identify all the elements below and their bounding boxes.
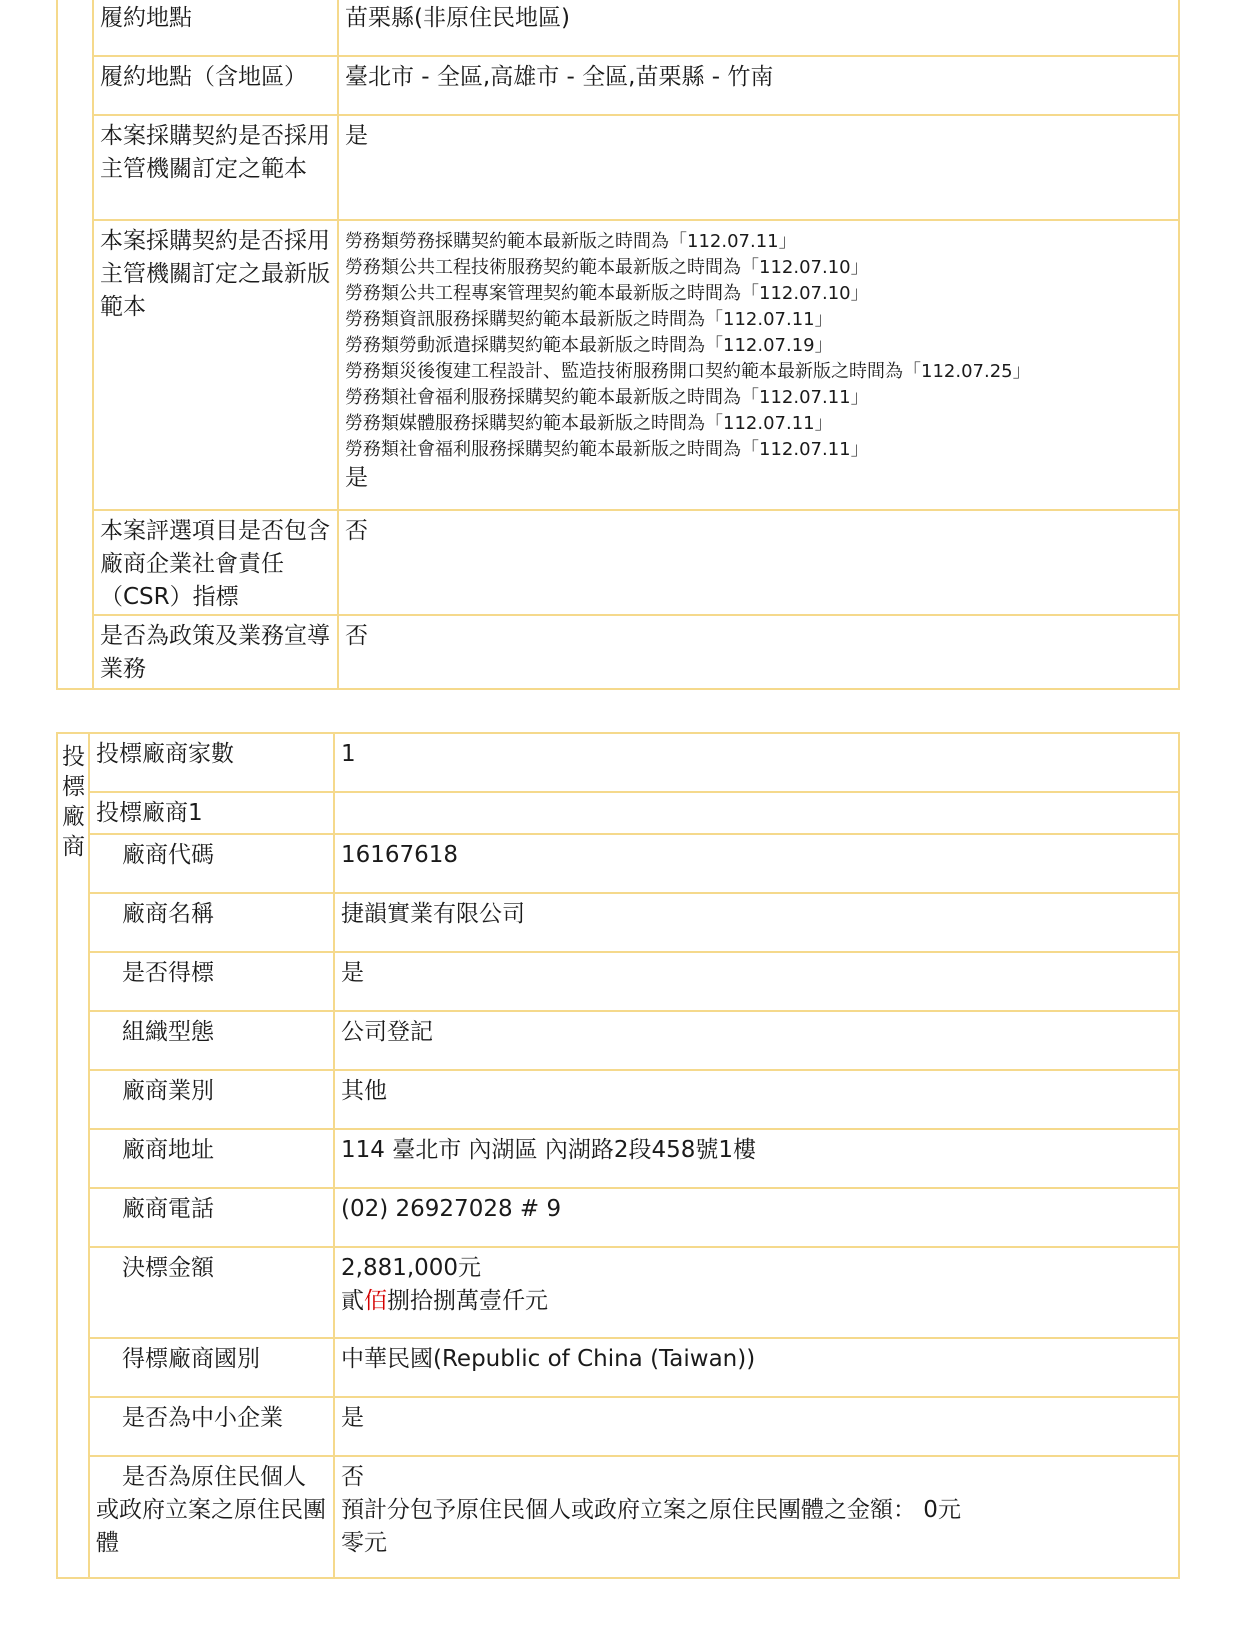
row-value: 否 — [338, 510, 1179, 615]
template-version-line: 勞務類社會福利服務採購契約範本最新版之時間為「112.07.11」 — [345, 439, 869, 460]
row-value: 否 — [338, 615, 1179, 689]
vendor-code: 16167618 — [334, 834, 1179, 893]
row-label: 廠商業別 — [89, 1070, 334, 1129]
row-label: 本案評選項目是否包含廠商企業社會責任（CSR）指標 — [93, 510, 338, 615]
row-value: 是 — [338, 115, 1179, 220]
row-value: 苗栗縣(非原住民地區) — [338, 0, 1179, 56]
indigenous-status: 否 — [341, 1464, 364, 1490]
row-label: 廠商代碼 — [89, 834, 334, 893]
vendor-phone: (02) 26927028 # 9 — [334, 1188, 1179, 1247]
amount-word-rest: 捌拾捌萬壹仟元 — [387, 1288, 548, 1314]
amount-word-digit: 貳 — [341, 1288, 364, 1314]
row-label: 廠商名稱 — [89, 893, 334, 952]
row-label: 決標金額 — [89, 1247, 334, 1338]
sme-status: 是 — [334, 1397, 1179, 1456]
bidder-title: 投標廠商1 — [89, 792, 334, 834]
vendor-address: 114 臺北市 內湖區 內湖路2段458號1樓 — [334, 1129, 1179, 1188]
indigenous-subcontract: 預計分包予原住民個人或政府立案之原住民團體之金額： 0元 — [341, 1497, 961, 1523]
row-label: 得標廠商國別 — [89, 1338, 334, 1397]
award-amount: 2,881,000元 — [341, 1255, 482, 1281]
amount-word-highlight: 佰 — [364, 1288, 387, 1314]
row-label: 履約地點（含地區） — [93, 56, 338, 115]
template-version-cell — [338, 220, 1179, 510]
row-label-continued: 或政府立案之原住民團體 — [96, 1497, 326, 1556]
row-label: 組織型態 — [89, 1011, 334, 1070]
template-version-line: 勞務類媒體服務採購契約範本最新版之時間為「112.07.11」 — [345, 413, 833, 434]
template-version-line: 勞務類資訊服務採購契約範本最新版之時間為「112.07.11」 — [345, 309, 833, 330]
row-label: 本案採購契約是否採用主管機關訂定之最新版範本 — [93, 220, 338, 510]
row-label: 是否得標 — [89, 952, 334, 1011]
row-label: 廠商電話 — [89, 1188, 334, 1247]
row-label: 是否為政策及業務宣導業務 — [93, 615, 338, 689]
awarded-vendor-country: 中華民國(Republic of China (Taiwan)) — [334, 1338, 1179, 1397]
award-amount-cell — [334, 1247, 1179, 1338]
indigenous-label-cell — [89, 1456, 334, 1578]
row-label: 履約地點 — [93, 0, 338, 56]
row-label: 是否為原住民個人 — [122, 1464, 306, 1490]
contract-info-table — [56, 0, 1180, 690]
template-version-line: 勞務類公共工程技術服務契約範本最新版之時間為「112.07.10」 — [345, 257, 869, 278]
template-version-line: 勞務類社會福利服務採購契約範本最新版之時間為「112.07.11」 — [345, 387, 869, 408]
row-label: 本案採購契約是否採用主管機關訂定之範本 — [93, 115, 338, 220]
indigenous-value-cell — [334, 1456, 1179, 1578]
indigenous-subcontract-words: 零元 — [341, 1530, 387, 1556]
template-version-line: 勞務類勞動派遣採購契約範本最新版之時間為「112.07.19」 — [345, 335, 833, 356]
bidder-side-label: 投標廠商 — [57, 733, 89, 1578]
vendor-name: 捷韻實業有限公司 — [334, 893, 1179, 952]
organization-type: 公司登記 — [334, 1011, 1179, 1070]
template-version-line: 勞務類災後復建工程設計、監造技術服務開口契約範本最新版之時間為「112.07.25」 — [345, 361, 1031, 382]
row-label: 廠商地址 — [89, 1129, 334, 1188]
section-side-cell — [57, 0, 93, 689]
row-label: 是否為中小企業 — [89, 1397, 334, 1456]
awarded-status: 是 — [334, 952, 1179, 1011]
empty-cell — [334, 792, 1179, 834]
bidder-count-value: 1 — [334, 733, 1179, 792]
row-value: 臺北市 - 全區,高雄市 - 全區,苗栗縣 - 竹南 — [338, 56, 1179, 115]
template-version-line: 勞務類公共工程專案管理契約範本最新版之時間為「112.07.10」 — [345, 283, 869, 304]
award-amount-words — [341, 1285, 1172, 1318]
vendor-industry: 其他 — [334, 1070, 1179, 1129]
bidder-table — [56, 732, 1180, 1579]
template-version-line: 勞務類勞務採購契約範本最新版之時間為「112.07.11」 — [345, 231, 797, 252]
bidder-count-label: 投標廠商家數 — [89, 733, 334, 792]
row-value: 是 — [345, 465, 368, 491]
